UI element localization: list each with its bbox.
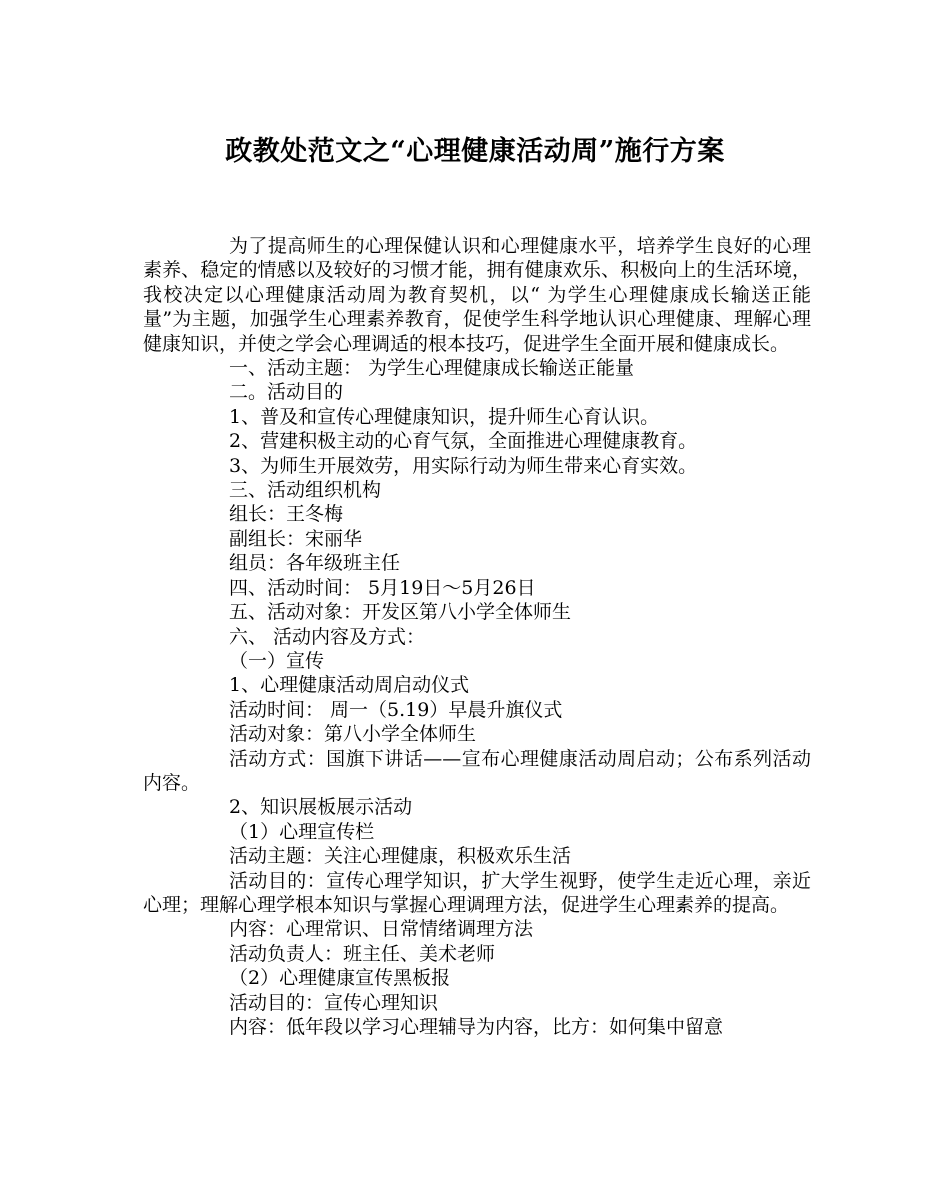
bulletin-theme: 活动主题：关注心理健康，积极欢乐生活 xyxy=(229,845,572,868)
intro-paragraph: 为了提高师生的心理保健认识和心理健康水平，培养学生良好的心理素养、稳定的情感以及较好的习惯才能，拥有健康欢乐、积极向上的生活环境，我校决定以心理健康活动周为教育契机，以“ 为学生心理健康成长输送正能量”为主题，加强学生心理素养教育，促使学生科学地认识心理健康、理解心理健康知识，并使之学会心理调适的根本技巧，促进学生全面开展和健康成长。 xyxy=(143,235,811,355)
org-leader: 组长：王冬梅 xyxy=(229,503,344,526)
launch-time: 活动时间： 周一（5.19）早晨升旗仪式 xyxy=(229,698,563,721)
document-title: 政教处范文之“心理健康活动周”施行方案 xyxy=(225,136,725,167)
section-time: 四、活动时间： 5月19日～5月26日 xyxy=(229,576,536,599)
subsection-publicity: （一）宣传 xyxy=(229,649,325,672)
bulletin-content: 内容：心理常识、日常情绪调理方法 xyxy=(229,918,534,941)
section-theme: 一、活动主题： 为学生心理健康成长输送正能量 xyxy=(229,357,635,380)
subitem-blackboard: （2）心理健康宣传黑板报 xyxy=(229,967,451,990)
section-content-heading: 六、 活动内容及方式： xyxy=(229,625,426,648)
org-deputy-leader: 副组长：宋丽华 xyxy=(229,527,363,550)
blackboard-purpose: 活动目的：宣传心理知识 xyxy=(229,991,439,1014)
blackboard-content: 内容：低年段以学习心理辅导为内容，比方：如何集中留意 xyxy=(229,1016,724,1038)
purpose-item-1: 1、普及和宣传心理健康知识，提升师生心育认识。 xyxy=(229,405,660,428)
document-body xyxy=(143,234,811,1039)
subitem-bulletin: （1）心理宣传栏 xyxy=(229,820,375,843)
purpose-item-3: 3、为师生开展效劳，用实际行动为师生带来心育实效。 xyxy=(229,454,698,477)
item-launch-ceremony: 1、心理健康活动周启动仪式 xyxy=(229,674,470,697)
section-audience: 五、活动对象：开发区第八小学全体师生 xyxy=(229,601,572,624)
item-display-boards: 2、知识展板展示活动 xyxy=(229,796,413,819)
bulletin-owner: 活动负责人：班主任、美术老师 xyxy=(229,942,496,965)
bulletin-purpose: 活动目的：宣传心理学知识，扩大学生视野，使学生走近心理，亲近心理；理解心理学根本知识与掌握心理调理方法，促进学生心理素养的提高。 xyxy=(143,869,811,916)
section-organization-heading: 三、活动组织机构 xyxy=(229,479,382,502)
section-purpose-heading: 二。活动目的 xyxy=(229,381,344,404)
org-members: 组员：各年级班主任 xyxy=(229,552,401,575)
launch-method: 活动方式：国旗下讲话——宣布心理健康活动周启动；公布系列活动内容。 xyxy=(143,747,811,794)
launch-audience: 活动对象：第八小学全体师生 xyxy=(229,723,477,746)
purpose-item-2: 2、营建积极主动的心育气氛，全面推进心理健康教育。 xyxy=(229,430,698,453)
